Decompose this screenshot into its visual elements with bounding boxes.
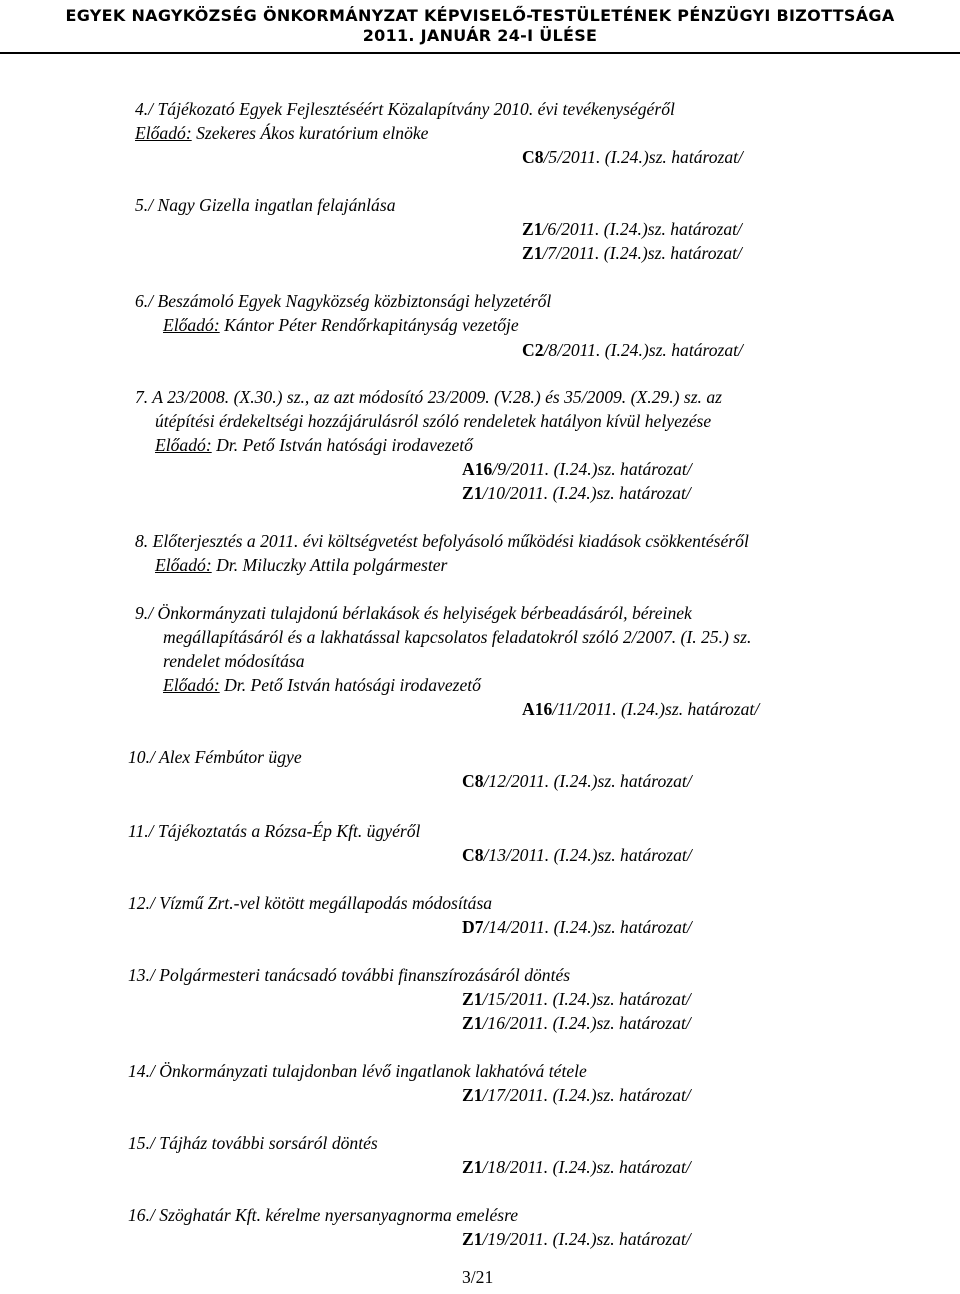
agenda-item-9-title: 9./ Önkormányzati tulajdonú bérlakások és helyiségek bérbeadásáról, béreinek bbox=[135, 603, 692, 623]
agenda-item-8-presenter: Előadó: Dr. Miluczky Attila polgármester bbox=[155, 555, 448, 575]
decision-reference: Z1/19/2011. (I.24.)sz. határozat/ bbox=[462, 1229, 691, 1249]
decision-reference: Z1/17/2011. (I.24.)sz. határozat/ bbox=[462, 1085, 691, 1105]
agenda-item-9-title-cont: rendelet módosítása bbox=[163, 651, 305, 671]
agenda-item-10-title: 10./ Alex Fémbútor ügye bbox=[128, 747, 302, 767]
agenda-item-7-title-cont: útépítési érdekeltségi hozzájárulásról szóló rendeletek hatályon kívül helyezése bbox=[155, 411, 712, 431]
agenda-item-4-title: 4./ Tájékozató Egyek Fejlesztéséért Közalapítvány 2010. évi tevékenységéről bbox=[135, 99, 675, 119]
decision-reference: Z1/6/2011. (I.24.)sz. határozat/ bbox=[522, 219, 742, 239]
agenda-item-11-title: 11./ Tájékoztatás a Rózsa-Ép Kft. ügyéről bbox=[128, 821, 421, 841]
decision-reference: Z1/18/2011. (I.24.)sz. határozat/ bbox=[462, 1157, 691, 1177]
decision-reference: D7/14/2011. (I.24.)sz. határozat/ bbox=[462, 917, 692, 937]
decision-reference: Z1/15/2011. (I.24.)sz. határozat/ bbox=[462, 989, 691, 1009]
agenda-item-6-presenter: Előadó: Kántor Péter Rendőrkapitányság vezetője bbox=[163, 315, 519, 335]
agenda-item-7-presenter: Előadó: Dr. Pető István hatósági irodavezető bbox=[155, 435, 473, 455]
agenda-item-14-title: 14./ Önkormányzati tulajdonban lévő ingatlanok lakhatóvá tétele bbox=[128, 1061, 587, 1081]
header-divider bbox=[0, 52, 960, 54]
agenda-item-15-title: 15./ Tájház további sorsáról döntés bbox=[128, 1133, 378, 1153]
decision-reference: C8/5/2011. (I.24.)sz. határozat/ bbox=[522, 147, 743, 167]
decision-reference: Z1/10/2011. (I.24.)sz. határozat/ bbox=[462, 483, 691, 503]
decision-reference: C8/13/2011. (I.24.)sz. határozat/ bbox=[462, 845, 692, 865]
decision-reference: A16/9/2011. (I.24.)sz. határozat/ bbox=[462, 459, 692, 479]
decision-reference: C2/8/2011. (I.24.)sz. határozat/ bbox=[522, 340, 743, 360]
agenda-item-13-title: 13./ Polgármesteri tanácsadó további finanszírozásáról döntés bbox=[128, 965, 571, 985]
agenda-item-4-presenter: Előadó: Szekeres Ákos kuratórium elnöke bbox=[135, 123, 429, 143]
agenda-item-9-title-cont: megállapításáról és a lakhatással kapcsolatos feladatokról szóló 2/2007. (I. 25.) sz. bbox=[163, 627, 752, 647]
agenda-item-16-title: 16./ Szöghatár Kft. kérelme nyersanyagnorma emelésre bbox=[128, 1205, 519, 1225]
document-header-subtitle: 2011. JANUÁR 24-I ÜLÉSE bbox=[362, 26, 598, 45]
decision-reference: C8/12/2011. (I.24.)sz. határozat/ bbox=[462, 771, 692, 791]
decision-reference: Z1/7/2011. (I.24.)sz. határozat/ bbox=[522, 243, 742, 263]
decision-reference: A16/11/2011. (I.24.)sz. határozat/ bbox=[522, 699, 760, 719]
page-number: 3/21 bbox=[462, 1267, 494, 1287]
agenda-item-8-title: 8. Előterjesztés a 2011. évi költségvetést befolyásoló működési kiadások csökkentéséről bbox=[135, 531, 749, 551]
agenda-item-12-title: 12./ Vízmű Zrt.-vel kötött megállapodás módosítása bbox=[128, 893, 493, 913]
agenda-item-6-title: 6./ Beszámoló Egyek Nagyközség közbiztonsági helyzetéről bbox=[135, 291, 552, 311]
agenda-item-7-title: 7. A 23/2008. (X.30.) sz., az azt módosító 23/2009. (V.28.) és 35/2009. (X.29.) sz. az bbox=[135, 387, 722, 407]
document-header-title: EGYEK NAGYKÖZSÉG ÖNKORMÁNYZAT KÉPVISELŐ-TESTÜLETÉNEK PÉNZÜGYI BIZOTTSÁGA bbox=[65, 6, 895, 25]
agenda-item-5-title: 5./ Nagy Gizella ingatlan felajánlása bbox=[135, 195, 396, 215]
agenda-item-9-presenter: Előadó: Dr. Pető István hatósági irodavezető bbox=[163, 675, 481, 695]
decision-reference: Z1/16/2011. (I.24.)sz. határozat/ bbox=[462, 1013, 691, 1033]
